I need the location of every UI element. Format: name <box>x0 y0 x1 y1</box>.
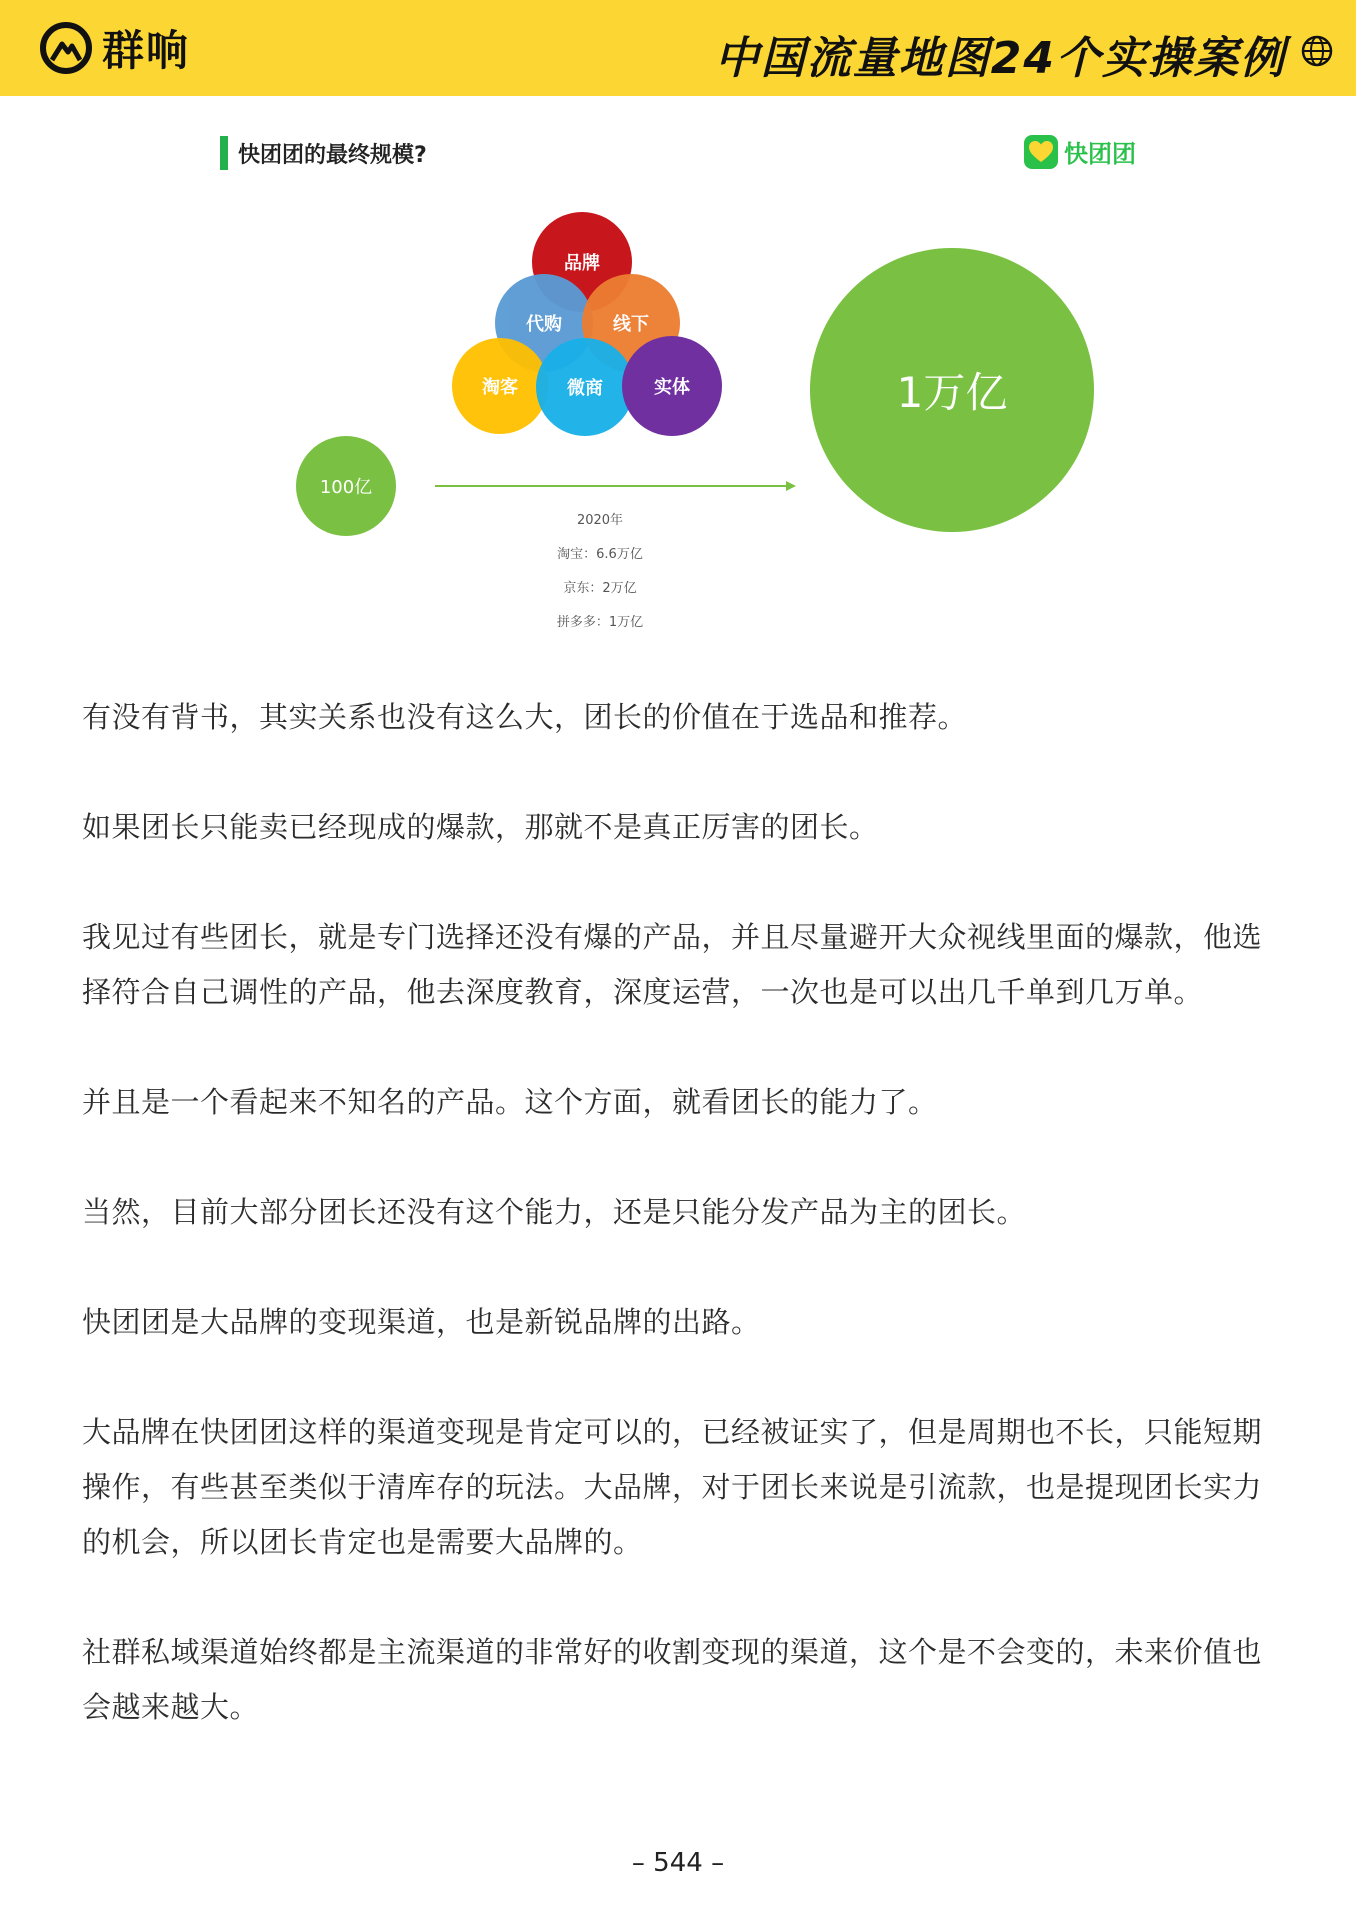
page-number: – 544 – <box>631 1848 725 1878</box>
bubble-taoke <box>452 338 548 434</box>
paragraph: 我见过有些团长，就是专门选择还没有爆的产品，并且尽量避开大众视线里面的爆款，他选择符合自己调性的产品，他去深度教育，深度运营，一次也是可以出几千单到几万单。 <box>82 920 1263 1009</box>
growth-arrow <box>430 476 800 496</box>
slide-title: 快团团的最终规模? <box>238 143 427 168</box>
document-title: 中国流量地图24个实操案例 <box>714 33 1286 84</box>
globe-icon <box>1300 34 1334 68</box>
brand-logo-icon <box>40 22 92 74</box>
stat-jd: 京东：2万亿 <box>563 581 637 596</box>
bubble-taoke-label: 淘客 <box>482 377 518 398</box>
bubble-100yi <box>296 436 396 536</box>
brand-name: 群响 <box>102 26 191 75</box>
stat-pdd: 拼多多：1万亿 <box>556 615 644 630</box>
slide-figure <box>0 96 1356 656</box>
paragraph: 当然，目前大部分团长还没有这个能力，还是只能分发产品为主的团长。 <box>82 1195 1027 1229</box>
paragraph: 社群私域渠道始终都是主流渠道的非常好的收割变现的渠道，这个是不会变的，未来价值也会越来越大。 <box>82 1635 1263 1724</box>
bubble-1wanyi <box>810 248 1094 532</box>
year-label: 2020年 <box>576 513 624 528</box>
bubble-weishang <box>536 338 634 436</box>
bubble-brand-label: 品牌 <box>564 253 600 274</box>
ktt-logo <box>1024 134 1136 169</box>
bubble-weishang-label: 微商 <box>567 378 603 399</box>
title-accent-bar <box>220 136 228 170</box>
brand <box>40 20 190 76</box>
stat-taobao: 淘宝：6.6万亿 <box>557 547 643 562</box>
ktt-logo-text: 快团团 <box>1064 140 1136 168</box>
paragraph: 大品牌在快团团这样的渠道变现是肯定可以的，已经被证实了，但是周期也不长，只能短期操作，有些甚至类似于清库存的玩法。大品牌，对于团长来说是引流款，也是提现团长实力的机会，所以团长肯定也是需要大品牌的。 <box>82 1415 1263 1559</box>
paragraph: 并且是一个看起来不知名的产品。这个方面，就看团长的能力了。 <box>82 1085 938 1119</box>
bubble-physical <box>622 336 722 436</box>
heart-icon <box>1024 135 1058 169</box>
bubble-100yi-label: 100亿 <box>319 477 373 498</box>
bubble-daigou-label: 代购 <box>526 314 562 335</box>
header-bar <box>0 0 1356 96</box>
gmv-stats <box>500 504 700 640</box>
paragraph: 如果团长只能卖已经现成的爆款，那就不是真正厉害的团长。 <box>82 810 879 844</box>
paragraph: 有没有背书，其实关系也没有这么大，团长的价值在于选品和推荐。 <box>82 700 968 734</box>
bubble-offline-label: 线下 <box>613 314 649 335</box>
bubble-physical-label: 实体 <box>654 377 690 398</box>
bubble-1wanyi-label: 1万亿 <box>896 368 1008 417</box>
article-body <box>82 690 1282 1790</box>
paragraph: 快团团是大品牌的变现渠道，也是新锐品牌的出路。 <box>82 1305 761 1339</box>
